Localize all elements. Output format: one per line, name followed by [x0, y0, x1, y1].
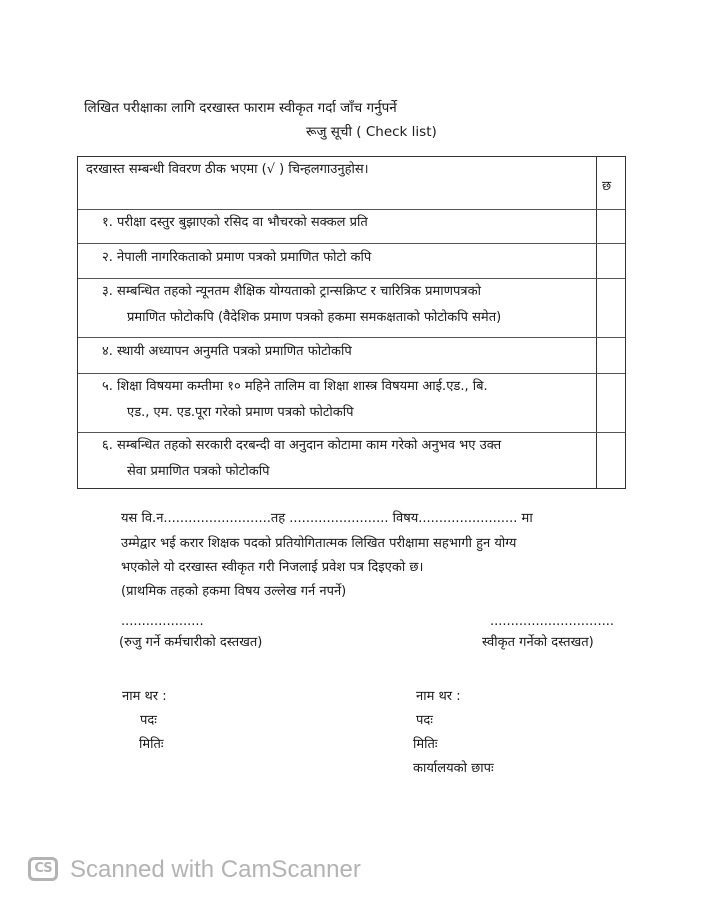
checker-signature-label: (रुजु गर्ने कर्मचारीको दस्तखत): [119, 635, 263, 650]
checklist-item: ३. सम्बन्धित तहको न्यूनतम शैक्षिक योग्यताको ट्रान्सक्रिप्ट र चारित्रिक प्रमाणपत्रको प्रमाणित फोटोकपि (वैदेशिक प्रमाण पत्रको हकमा समकक्षताको फोटोकपि समेत): [102, 284, 502, 325]
right-post-field: पदः: [416, 713, 433, 728]
checklist-item: ५. शिक्षा विषयमा कम्तीमा १० महिने तालिम वा शिक्षा शास्त्र विषयमा आई.एड., बि. एड., एम. एड.पूरा गरेको प्रमाण पत्रको फोटोकपि: [102, 379, 488, 420]
camscanner-logo-icon: CS: [28, 857, 58, 881]
checklist-item: १. परीक्षा दस्तुर बुझाएको रसिद वा भौचरको सक्कल प्रति: [102, 215, 368, 230]
right-name-field: नाम थर :: [416, 689, 461, 704]
checklist-item: ६. सम्बन्धित तहको सरकारी दरबन्दी वा अनुदान कोटामा काम गरेको अनुभव भए उक्त सेवा प्रमाणित पत्रको फोटोकपि: [102, 438, 502, 479]
statement-line: भएकोले यो दरखास्त स्वीकृत गरी निजलाई प्रवेश पत्र दिइएको छ।: [121, 560, 424, 575]
scanner-watermark: Scanned with CamScanner: [70, 856, 361, 883]
statement-line: उम्मेद्वार भई करार शिक्षक पदको प्रतियोगितात्मक लिखित परीक्षामा सहभागी हुन योग्य: [121, 536, 517, 551]
checklist-item: २. नेपाली नागरिकताको प्रमाण पत्रको प्रमाणित फोटो कपि: [102, 250, 372, 265]
statement-note: (प्राथमिक तहको हकमा विषय उल्लेख गर्न नपर्ने): [121, 584, 347, 599]
right-date-field: मितिः: [413, 737, 438, 752]
approver-signature-label: स्वीकृत गर्नेको दस्तखत): [482, 635, 594, 650]
document-title: लिखित परीक्षाका लागि दरखास्त फाराम स्वीकृत गर्दा जाँच गर्नुपर्ने: [84, 100, 397, 116]
table-row-divider: [78, 337, 625, 338]
table-header-checkmark-column: छ: [602, 179, 612, 194]
table-row-divider: [78, 243, 625, 244]
table-header: दरखास्त सम्बन्धी विवरण ठीक भएमा (√ ) चिन्हलगाउनुहोस।: [86, 162, 369, 177]
checklist-table: [77, 156, 626, 489]
table-column-divider: [596, 157, 597, 488]
document-subtitle: रूजु सूची ( Check list): [306, 124, 437, 140]
statement-line: यस वि.न..........................तह ........................ विषय........................ मा: [121, 511, 533, 526]
left-date-field: मितिः: [139, 737, 164, 752]
signature-line-left: ....................: [121, 614, 204, 629]
office-seal-field: कार्यालयको छापः: [413, 761, 494, 776]
left-name-field: नाम थर :: [122, 689, 167, 704]
checklist-item: ४. स्थायी अध्यापन अनुमति पत्रको प्रमाणित फोटोकपि: [102, 344, 352, 359]
signature-line-right: ..............................: [490, 614, 614, 629]
left-post-field: पदः: [140, 713, 157, 728]
